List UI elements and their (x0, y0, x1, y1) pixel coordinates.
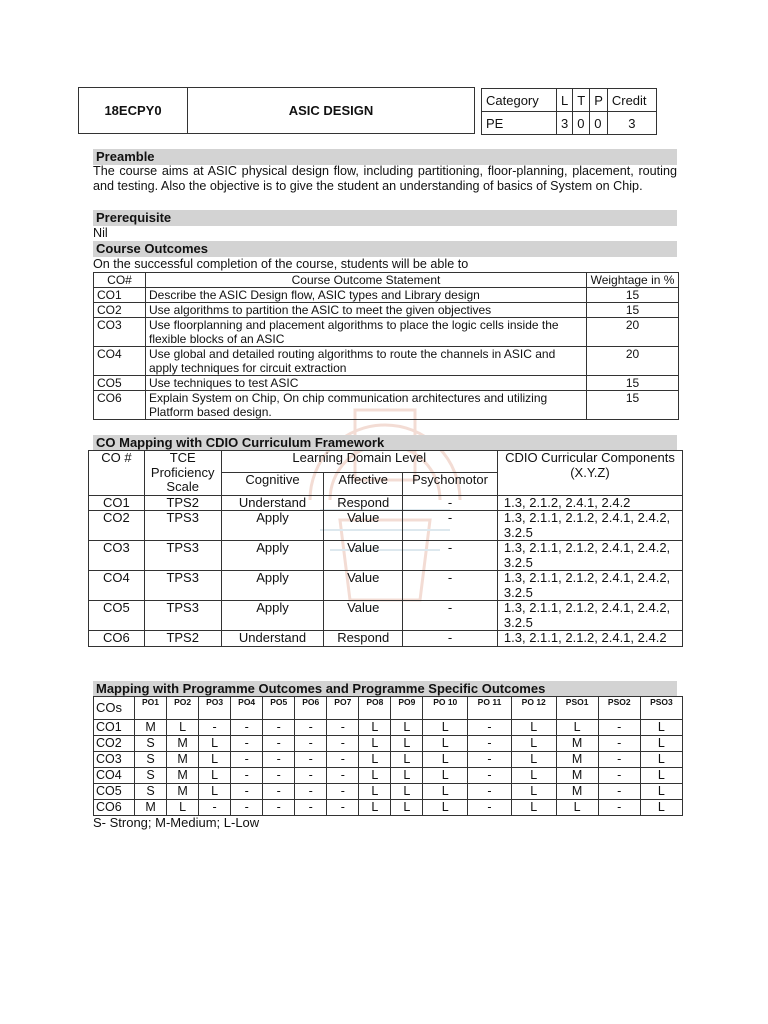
po-cell: L (423, 752, 468, 768)
po-cell: L (199, 752, 231, 768)
co-number-header: CO# (94, 273, 146, 288)
course-header-box (78, 87, 475, 134)
strength-legend: S- Strong; M-Medium; L-Low (93, 815, 260, 830)
po-cell: L (359, 720, 391, 736)
po-row (94, 736, 683, 752)
cdio-co: CO6 (89, 631, 145, 647)
po-cell: L (199, 784, 231, 800)
po-row-co: CO6 (94, 800, 135, 816)
po-cell: - (231, 720, 263, 736)
cdio-row (89, 541, 683, 571)
cdio-tps: TPS2 (144, 495, 221, 511)
cdio-mapping-table (88, 450, 683, 647)
po-cell: L (423, 768, 468, 784)
po-column-header: PSO1 (556, 697, 598, 720)
cdio-cognitive: Understand (221, 495, 324, 511)
po-cell: L (199, 736, 231, 752)
po-cell: S (135, 768, 167, 784)
po-cell: - (263, 752, 295, 768)
po-header-row (94, 697, 683, 720)
course-outcomes-table (93, 272, 679, 420)
cdio-cognitive: Understand (221, 631, 324, 647)
po-column-header: PO8 (359, 697, 391, 720)
po-row-co: CO2 (94, 736, 135, 752)
po-cell: L (391, 784, 423, 800)
cdio-tce-header: TCE Proficiency Scale (144, 451, 221, 496)
cdio-affective-header: Affective (324, 473, 403, 495)
po-cell: - (598, 736, 640, 752)
po-cell: L (640, 752, 682, 768)
co-weight: 15 (587, 391, 679, 420)
po-row (94, 720, 683, 736)
cdio-row (89, 495, 683, 511)
co-statement: Use techniques to test ASIC (146, 376, 587, 391)
co-header-row (94, 273, 679, 288)
po-cell: - (263, 800, 295, 816)
cdio-affective: Respond (324, 495, 403, 511)
co-statement-header: Course Outcome Statement (146, 273, 587, 288)
po-column-header: PO6 (295, 697, 327, 720)
cdio-co: CO4 (89, 571, 145, 601)
po-cell: L (391, 736, 423, 752)
po-cell: - (468, 800, 512, 816)
po-cell: - (231, 784, 263, 800)
co-number: CO4 (94, 347, 146, 376)
cdio-psychomotor: - (403, 631, 498, 647)
co-weight: 15 (587, 376, 679, 391)
po-cell: - (468, 768, 512, 784)
po-cell: - (263, 736, 295, 752)
co-number: CO1 (94, 288, 146, 303)
cdio-psychomotor: - (403, 571, 498, 601)
po-cell: S (135, 752, 167, 768)
preamble-heading: Preamble (93, 149, 677, 165)
po-cell: - (327, 768, 359, 784)
po-cell: L (556, 800, 598, 816)
po-row (94, 768, 683, 784)
cdio-components: 1.3, 2.1.1, 2.1.2, 2.4.1, 2.4.2, 3.2.5 (497, 601, 682, 631)
l-value: 3 (557, 112, 573, 135)
co-row (94, 318, 679, 347)
po-cell: M (135, 800, 167, 816)
po-cell: S (135, 784, 167, 800)
po-cell: L (359, 736, 391, 752)
cdio-cognitive-header: Cognitive (221, 473, 324, 495)
po-cos-header: COs (94, 697, 135, 720)
credit-header: Credit (607, 89, 656, 112)
cdio-affective: Value (324, 511, 403, 541)
po-mapping-table (93, 696, 683, 816)
po-cell: M (167, 752, 199, 768)
po-cell: - (295, 800, 327, 816)
po-row (94, 800, 683, 816)
cdio-components: 1.3, 2.1.1, 2.1.2, 2.4.1, 2.4.2, 3.2.5 (497, 511, 682, 541)
po-cell: - (231, 736, 263, 752)
cdio-components: 1.3, 2.1.1, 2.1.2, 2.4.1, 2.4.2, 3.2.5 (497, 571, 682, 601)
co-row (94, 303, 679, 318)
cdio-co: CO3 (89, 541, 145, 571)
po-cell: - (327, 752, 359, 768)
course-outcomes-heading: Course Outcomes (93, 241, 677, 257)
co-number: CO2 (94, 303, 146, 318)
po-column-header: PO 11 (468, 697, 512, 720)
po-cell: - (327, 784, 359, 800)
po-cell: L (391, 800, 423, 816)
po-cell: - (231, 800, 263, 816)
po-cell: - (468, 752, 512, 768)
po-cell: L (199, 768, 231, 784)
po-cell: - (295, 720, 327, 736)
po-cell: L (423, 800, 468, 816)
cdio-co: CO1 (89, 495, 145, 511)
po-cell: L (391, 752, 423, 768)
category-table (481, 88, 657, 135)
po-cell: M (556, 768, 598, 784)
co-weight: 20 (587, 347, 679, 376)
cdio-psychomotor: - (403, 495, 498, 511)
cdio-affective: Value (324, 571, 403, 601)
po-column-header: PO4 (231, 697, 263, 720)
co-statement: Use floorplanning and placement algorithms to place the logic cells inside the flexible blocks of an ASIC (146, 318, 587, 347)
po-cell: M (556, 736, 598, 752)
po-cell: M (167, 768, 199, 784)
po-cell: L (640, 736, 682, 752)
po-row-co: CO4 (94, 768, 135, 784)
po-cell: - (295, 752, 327, 768)
po-cell: L (167, 720, 199, 736)
po-cell: L (640, 768, 682, 784)
course-code: 18ECPY0 (79, 88, 188, 133)
cdio-tps: TPS3 (144, 511, 221, 541)
cdio-components: 1.3, 2.1.2, 2.4.1, 2.4.2 (497, 495, 682, 511)
po-cell: - (263, 720, 295, 736)
po-cell: L (640, 720, 682, 736)
cdio-row (89, 511, 683, 541)
co-number: CO5 (94, 376, 146, 391)
po-cell: - (598, 800, 640, 816)
cdio-mapping-heading: CO Mapping with CDIO Curriculum Framework (93, 435, 677, 451)
cdio-ldl-header: Learning Domain Level (221, 451, 497, 473)
cdio-psychomotor: - (403, 511, 498, 541)
co-weight: 20 (587, 318, 679, 347)
co-row (94, 288, 679, 303)
l-header: L (557, 89, 573, 112)
p-header: P (590, 89, 608, 112)
po-cell: L (423, 720, 468, 736)
po-column-header: PO3 (199, 697, 231, 720)
co-row (94, 391, 679, 420)
t-value: 0 (573, 112, 590, 135)
co-weight: 15 (587, 303, 679, 318)
co-row (94, 376, 679, 391)
po-cell: L (511, 736, 556, 752)
po-cell: L (511, 752, 556, 768)
co-statement: Use algorithms to partition the ASIC to meet the given objectives (146, 303, 587, 318)
po-cell: L (423, 736, 468, 752)
po-cell: - (468, 736, 512, 752)
po-cell: - (327, 736, 359, 752)
po-cell: M (556, 752, 598, 768)
credit-value: 3 (607, 112, 656, 135)
p-value: 0 (590, 112, 608, 135)
cdio-header-row-1 (89, 451, 683, 473)
cdio-psychomotor-header: Psychomotor (403, 473, 498, 495)
po-mapping-heading: Mapping with Programme Outcomes and Programme Specific Outcomes (93, 681, 677, 697)
po-row-co: CO3 (94, 752, 135, 768)
po-cell: L (640, 800, 682, 816)
po-cell: S (135, 736, 167, 752)
po-cell: - (468, 784, 512, 800)
po-row (94, 784, 683, 800)
co-number: CO3 (94, 318, 146, 347)
po-cell: - (263, 768, 295, 784)
t-header: T (573, 89, 590, 112)
po-cell: - (295, 784, 327, 800)
cdio-cognitive: Apply (221, 541, 324, 571)
po-cell: M (167, 736, 199, 752)
po-column-header: PO9 (391, 697, 423, 720)
cdio-components: 1.3, 2.1.1, 2.1.2, 2.4.1, 2.4.2, 3.2.5 (497, 541, 682, 571)
po-row-co: CO1 (94, 720, 135, 736)
cdio-tps: TPS3 (144, 571, 221, 601)
po-column-header: PO 10 (423, 697, 468, 720)
po-cell: M (556, 784, 598, 800)
co-statement: Describe the ASIC Design flow, ASIC types and Library design (146, 288, 587, 303)
po-column-header: PSO2 (598, 697, 640, 720)
cdio-cognitive: Apply (221, 511, 324, 541)
po-column-header: PO5 (263, 697, 295, 720)
cdio-psychomotor: - (403, 541, 498, 571)
po-cell: L (359, 784, 391, 800)
co-statement: Use global and detailed routing algorithms to route the channels in ASIC and apply techniques for circuit extraction (146, 347, 587, 376)
course-outcomes-intro: On the successful completion of the course, students will be able to (93, 257, 469, 271)
po-cell: L (640, 784, 682, 800)
po-cell: L (391, 768, 423, 784)
course-title: ASIC DESIGN (288, 103, 374, 118)
cdio-co-header: CO # (89, 451, 145, 496)
cdio-cognitive: Apply (221, 571, 324, 601)
po-cell: L (511, 768, 556, 784)
po-column-header: PO 12 (511, 697, 556, 720)
cdio-tps: TPS3 (144, 541, 221, 571)
po-cell: - (598, 752, 640, 768)
po-cell: - (598, 768, 640, 784)
cdio-affective: Respond (324, 631, 403, 647)
cdio-tps: TPS3 (144, 601, 221, 631)
po-column-header: PSO3 (640, 697, 682, 720)
po-row-co: CO5 (94, 784, 135, 800)
po-cell: M (135, 720, 167, 736)
po-cell: L (167, 800, 199, 816)
cdio-components: 1.3, 2.1.1, 2.1.2, 2.4.1, 2.4.2 (497, 631, 682, 647)
po-cell: - (231, 752, 263, 768)
cdio-cognitive: Apply (221, 601, 324, 631)
po-cell: - (295, 768, 327, 784)
cdio-co: CO2 (89, 511, 145, 541)
cdio-tps: TPS2 (144, 631, 221, 647)
po-cell: M (167, 784, 199, 800)
co-row (94, 347, 679, 376)
cdio-affective: Value (324, 541, 403, 571)
po-cell: - (263, 784, 295, 800)
po-cell: L (423, 784, 468, 800)
po-cell: L (511, 784, 556, 800)
cdio-row (89, 601, 683, 631)
cdio-row (89, 631, 683, 647)
po-cell: - (327, 800, 359, 816)
po-cell: L (511, 720, 556, 736)
po-column-header: PO1 (135, 697, 167, 720)
po-cell: L (359, 752, 391, 768)
prerequisite-text: Nil (93, 226, 108, 240)
po-cell: - (231, 768, 263, 784)
po-column-header: PO2 (167, 697, 199, 720)
category-value-row (482, 112, 657, 135)
po-cell: - (468, 720, 512, 736)
cdio-psychomotor: - (403, 601, 498, 631)
po-cell: L (359, 768, 391, 784)
cdio-affective: Value (324, 601, 403, 631)
category-header-row (482, 89, 657, 112)
po-cell: L (391, 720, 423, 736)
cdio-co: CO5 (89, 601, 145, 631)
po-cell: - (295, 736, 327, 752)
cdio-row (89, 571, 683, 601)
co-number: CO6 (94, 391, 146, 420)
preamble-text: The course aims at ASIC physical design flow, including partitioning, floor-planning, placement, routing and testing. Also the objective is to give the student an understanding of basics of System on Chip. (93, 164, 677, 193)
po-cell: - (327, 720, 359, 736)
po-cell: - (199, 800, 231, 816)
prerequisite-heading: Prerequisite (93, 210, 677, 226)
po-cell: - (199, 720, 231, 736)
cdio-components-header: CDIO Curricular Components (X.Y.Z) (497, 451, 682, 496)
po-column-header: PO7 (327, 697, 359, 720)
co-weightage-header: Weightage in % (587, 273, 679, 288)
co-statement: Explain System on Chip, On chip communication architectures and utilizing Platform based design. (146, 391, 587, 420)
po-cell: L (511, 800, 556, 816)
co-weight: 15 (587, 288, 679, 303)
category-value: PE (482, 112, 557, 135)
category-header: Category (482, 89, 557, 112)
po-cell: L (556, 720, 598, 736)
po-cell: - (598, 784, 640, 800)
po-cell: - (598, 720, 640, 736)
po-row (94, 752, 683, 768)
po-cell: L (359, 800, 391, 816)
